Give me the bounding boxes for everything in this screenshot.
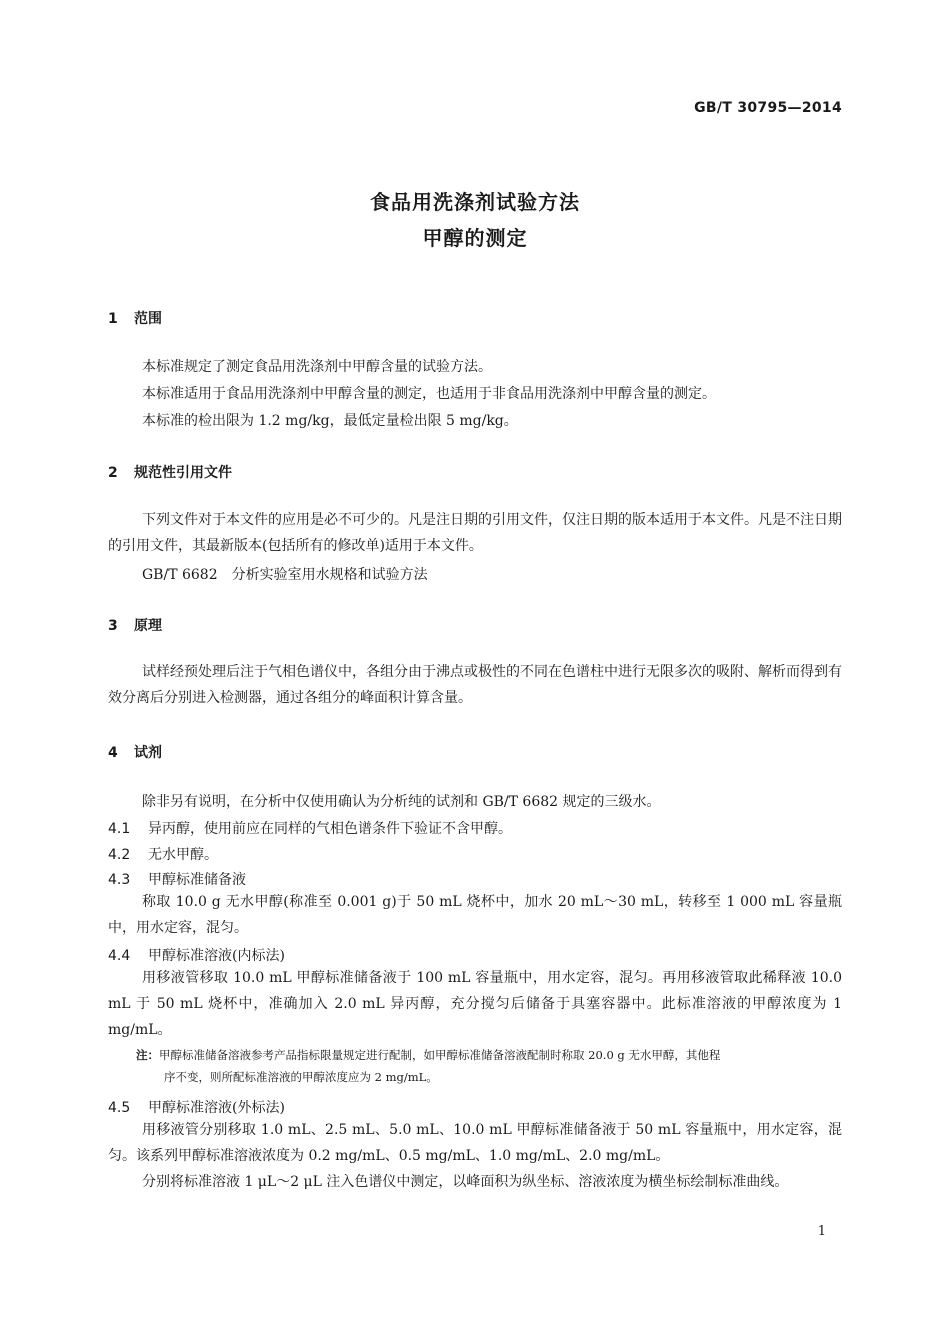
clause-number: 4.5 [108, 1100, 131, 1116]
paragraph: 本标准规定了测定食品用洗涤剂中甲醇含量的试验方法。 [142, 359, 492, 375]
section-number: 1 [108, 311, 118, 327]
clause-text: 甲醇标准溶液(外标法) [148, 1100, 285, 1116]
paragraph: 用移液管分别移取 1.0 mL、2.5 mL、5.0 mL、10.0 mL 甲醇标准储备液于 50 mL 容量瓶中，用水定容，混匀。该系列甲醇标准溶液浓度为 0.2 mg/mL、0.5 mg/mL、1.0 mg/mL、2.0 mg/mL。 [108, 1122, 842, 1164]
clause-4-2 [108, 844, 218, 864]
standard-code: GB/T 30795—2014 [694, 100, 842, 116]
clause-text: 甲醇标准溶液(内标法) [148, 948, 285, 964]
clause-number: 4.4 [108, 948, 131, 964]
paragraph: 称取 10.0 g 无水甲醇(称准至 0.001 g)于 50 mL 烧杯中，加水 20 mL～30 mL，转移至 1 000 mL 容量瓶中，用水定容，混匀。 [108, 894, 842, 936]
note-label: 注： [136, 1048, 159, 1062]
clause-number: 4.3 [108, 872, 131, 888]
clause-4-1 [108, 818, 512, 838]
document-title: 食品用洗涤剂试验方法 [370, 190, 580, 214]
clause-4-5 [108, 1097, 285, 1117]
note-text: 甲醇标准储备溶液参考产品指标限量规定进行配制，如甲醇标准储备溶液配制时称取 20.0 g 无水甲醇，其他程 [159, 1048, 721, 1062]
section-title: 范围 [134, 311, 162, 327]
page-number: 1 [817, 1224, 826, 1239]
normative-reference: GB/T 6682 分析实验室用水规格和试验方法 [142, 567, 428, 583]
paragraph: 下列文件对于本文件的应用是必不可少的。凡是注日期的引用文件，仅注日期的版本适用于本文件。凡是不注日期的引用文件，其最新版本(包括所有的修改单)适用于本文件。 [108, 512, 842, 554]
paragraph: 本标准适用于食品用洗涤剂中甲醇含量的测定，也适用于非食品用洗涤剂中甲醇含量的测定。 [142, 386, 716, 402]
clause-text: 无水甲醇。 [148, 847, 218, 863]
paragraph: 除非另有说明，在分析中仅使用确认为分析纯的试剂和 GB/T 6682 规定的三级水。 [142, 794, 661, 810]
document-subtitle: 甲醇的测定 [422, 226, 528, 250]
section-number: 4 [108, 745, 118, 761]
paragraph: 分别将标准溶液 1 μL～2 μL 注入色谱仪中测定，以峰面积为纵坐标、溶液浓度为横坐标绘制标准曲线。 [142, 1174, 789, 1190]
section-4-heading [108, 742, 162, 762]
paragraph: 试样经预处理后注于气相色谱仪中，各组分由于沸点或极性的不同在色谱柱中进行无限多次的吸附、解析而得到有效分离后分别进入检测器，通过各组分的峰面积计算含量。 [108, 664, 842, 706]
section-title: 原理 [134, 618, 162, 634]
clause-number: 4.1 [108, 821, 131, 837]
clause-4-4 [108, 945, 285, 965]
section-2-heading [108, 462, 232, 482]
note-text-continued: 序不变，则所配标准溶液的甲醇浓度应为 2 mg/mL。 [164, 1070, 438, 1084]
note [136, 1044, 842, 1088]
paragraph: 本标准的检出限为 1.2 mg/kg，最低定量检出限 5 mg/kg。 [142, 413, 518, 429]
section-3-heading [108, 615, 162, 635]
clause-4-3 [108, 869, 246, 889]
clause-text: 异丙醇，使用前应在同样的气相色谱条件下验证不含甲醇。 [148, 821, 512, 837]
clause-text: 甲醇标准储备液 [148, 872, 246, 888]
section-title: 试剂 [134, 745, 162, 761]
section-number: 2 [108, 465, 118, 481]
section-title: 规范性引用文件 [134, 465, 232, 481]
section-1-heading [108, 308, 162, 328]
paragraph: 用移液管移取 10.0 mL 甲醇标准储备液于 100 mL 容量瓶中，用水定容，混匀。再用移液管取此稀释液 10.0 mL 于 50 mL 烧杯中，准确加入 2.0 mL 异丙醇，充分搅匀后储备于具塞容器中。此标准溶液的甲醇浓度为 1 mg/mL。 [108, 970, 842, 1038]
section-number: 3 [108, 618, 118, 634]
clause-number: 4.2 [108, 847, 131, 863]
